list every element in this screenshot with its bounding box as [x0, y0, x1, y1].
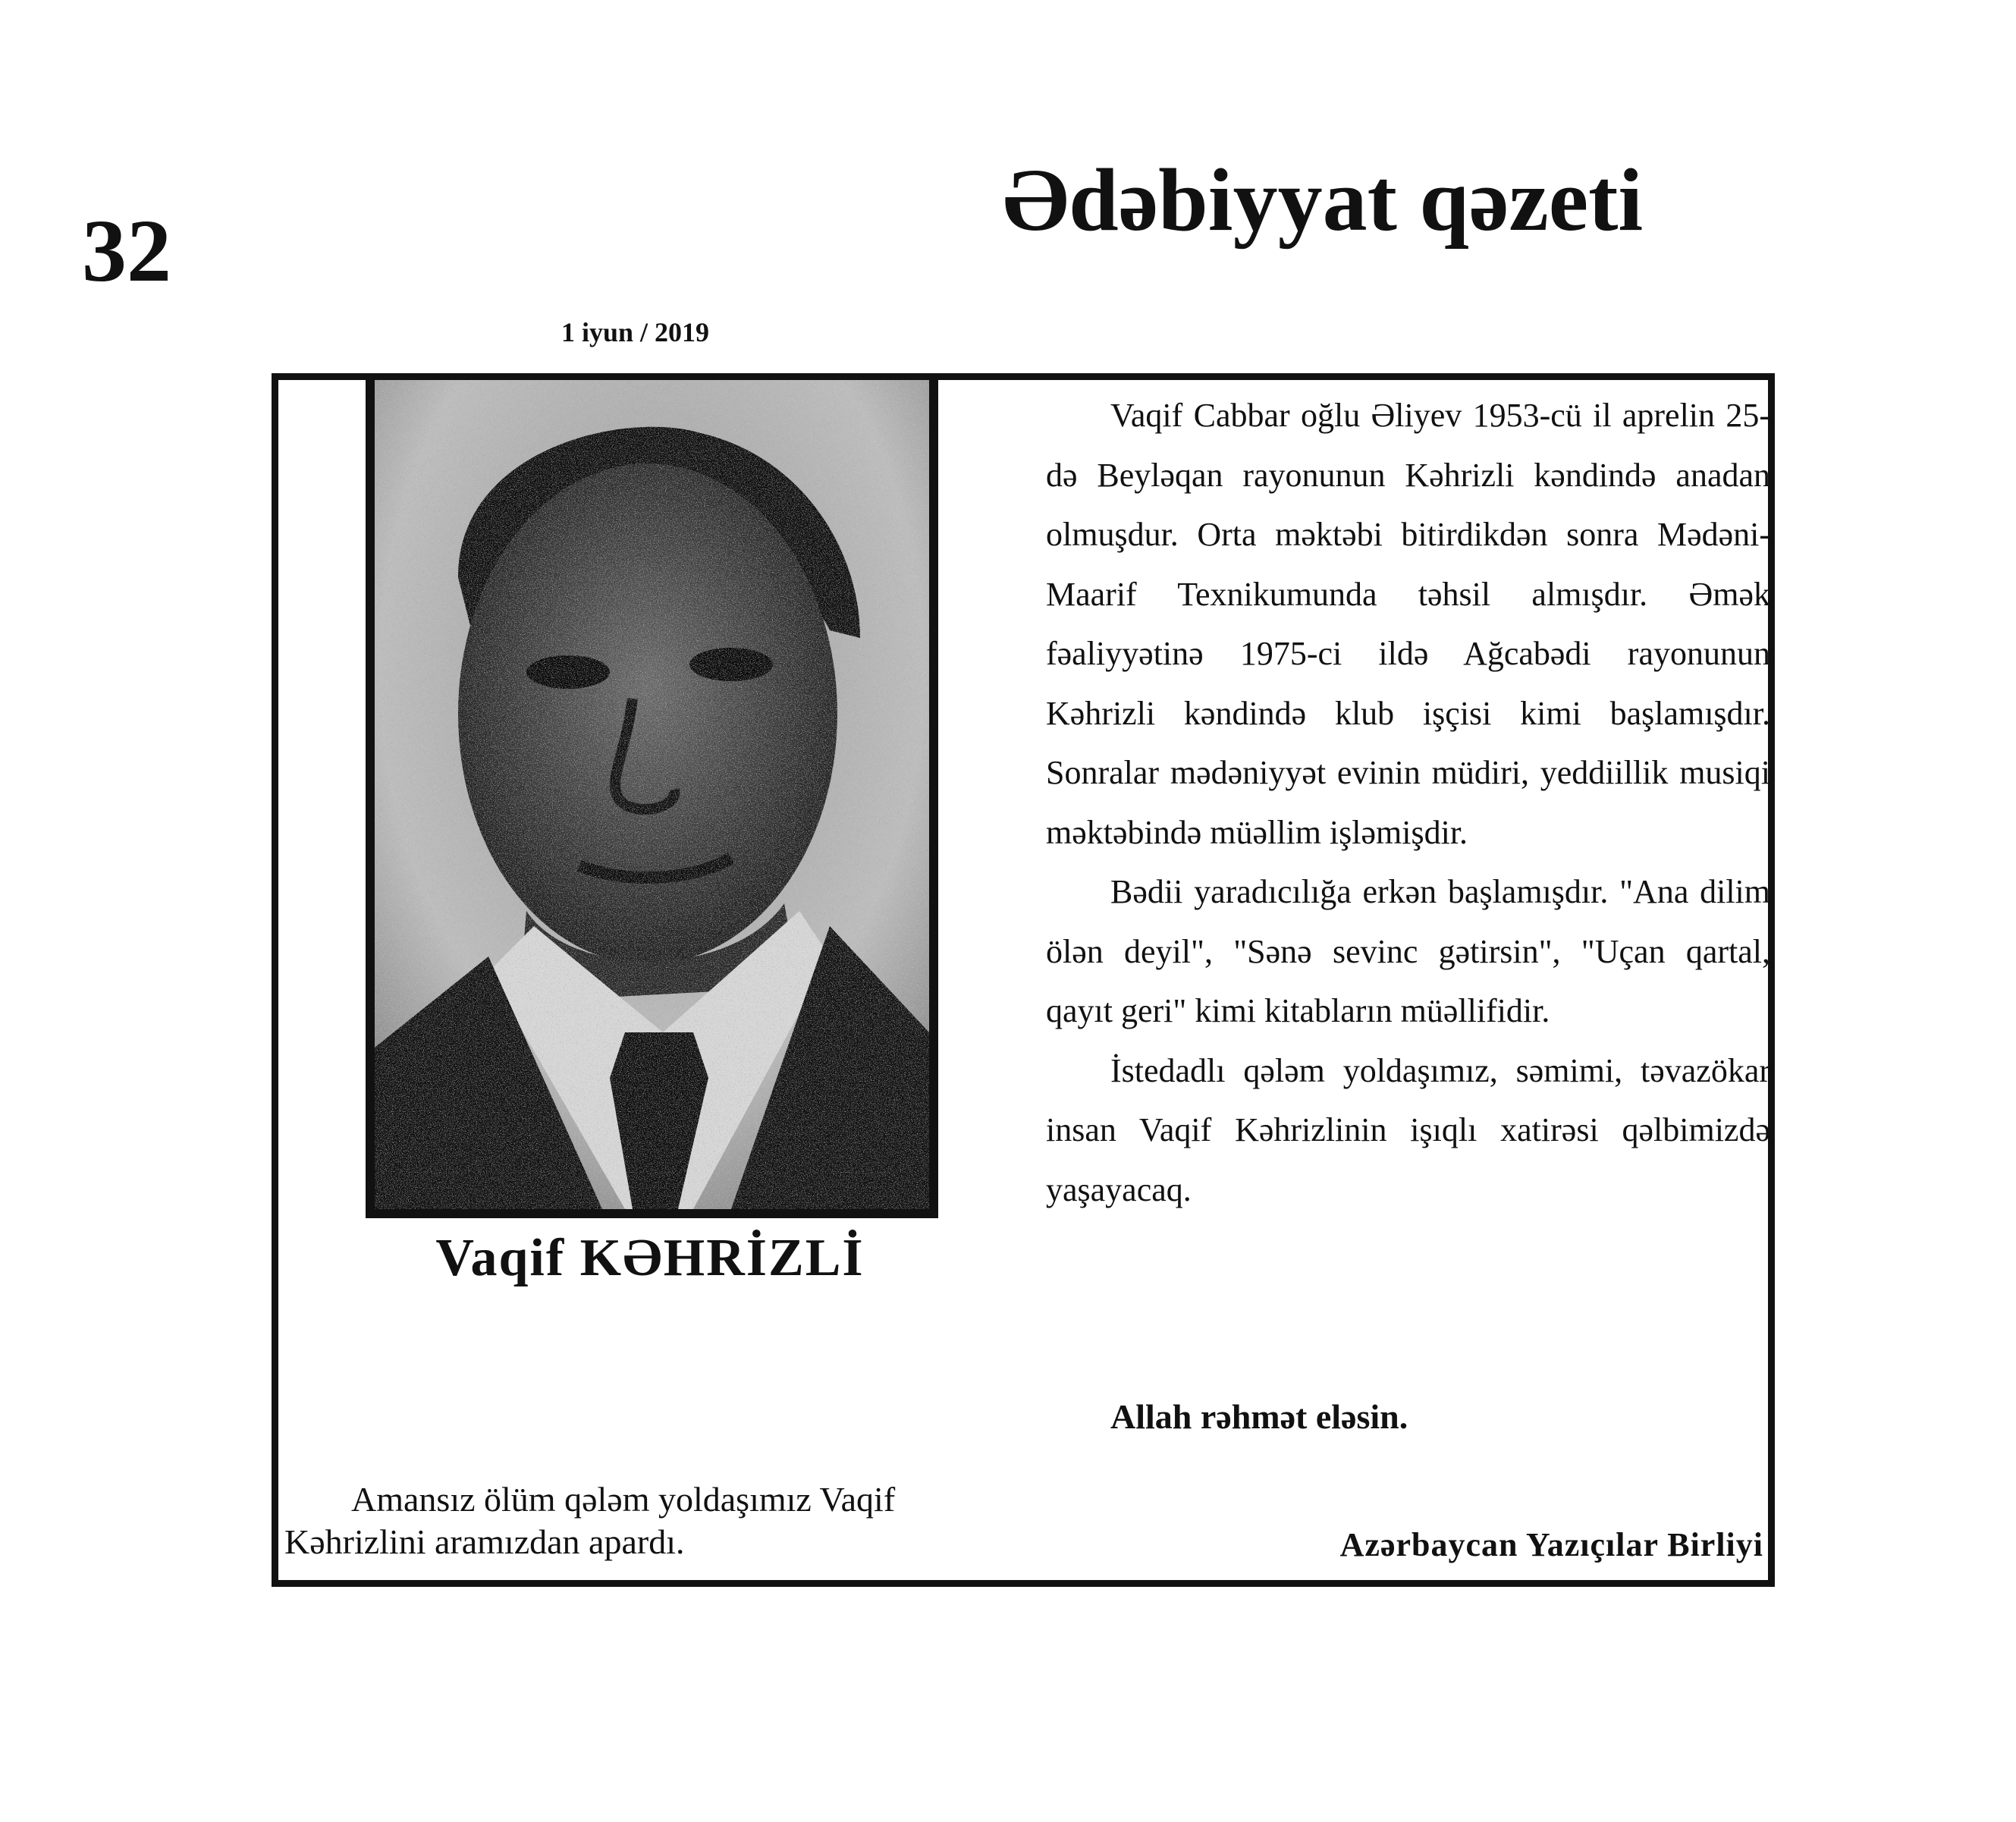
bio-paragraph: Vaqif Cabbar oğlu Əliyev 1953-cü il aprelin 25-də Beyləqan rayonunun Kəhrizli kəndində anadan olmuşdur. Orta məktəbi bitirdikdən sonra Mədəni-Maarif Texnikumunda təhsil almışdır. Əmək fəaliyyətinə 1975-ci ildə Ağcabədi rayonunun Kəhrizli kəndində klub işçisi kimi başlamışdır. Sonralar mədəniyyət evinin müdiri, yeddiillik musiqi məktəbində müəllim işləmişdir. [1046, 397, 1770, 851]
biography [1046, 386, 1770, 1220]
portrait-photo [366, 380, 938, 1218]
portrait-icon [375, 380, 929, 1209]
condolence-line-1: Amansız ölüm qələm yoldaşımız Vaqif [351, 1480, 896, 1519]
signature: Azərbaycan Yazıçılar Birliyi [1339, 1526, 1763, 1563]
newspaper-title: Ədəbiyyat qəzeti [1003, 150, 1644, 250]
deceased-name: Vaqif KƏHRİZLİ [435, 1229, 865, 1287]
blessing: Allah rəhmət eləsin. [1110, 1397, 1408, 1436]
page-number: 32 [82, 201, 171, 300]
bio-paragraph: Bədii yaradıcılığa erkən başlamışdır. "Ana dilim ölən deyil", "Sənə sevinc gətirsin", "Uçan qartal, qayıt geri" kimi kitabların müəllifidir. [1046, 873, 1770, 1029]
condolence-message [284, 1478, 1013, 1563]
condolence-line-2: Kəhrizlini aramızdan apardı. [284, 1522, 685, 1561]
obituary-box [272, 373, 1775, 1587]
bio-paragraph: İstedadlı qələm yoldaşımız, səmimi, təvazökar insan Vaqif Kəhrizlinin işıqlı xatirəsi qəlbimizdə yaşayacaq. [1046, 1051, 1770, 1208]
issue-date: 1 iyun / 2019 [561, 317, 710, 347]
